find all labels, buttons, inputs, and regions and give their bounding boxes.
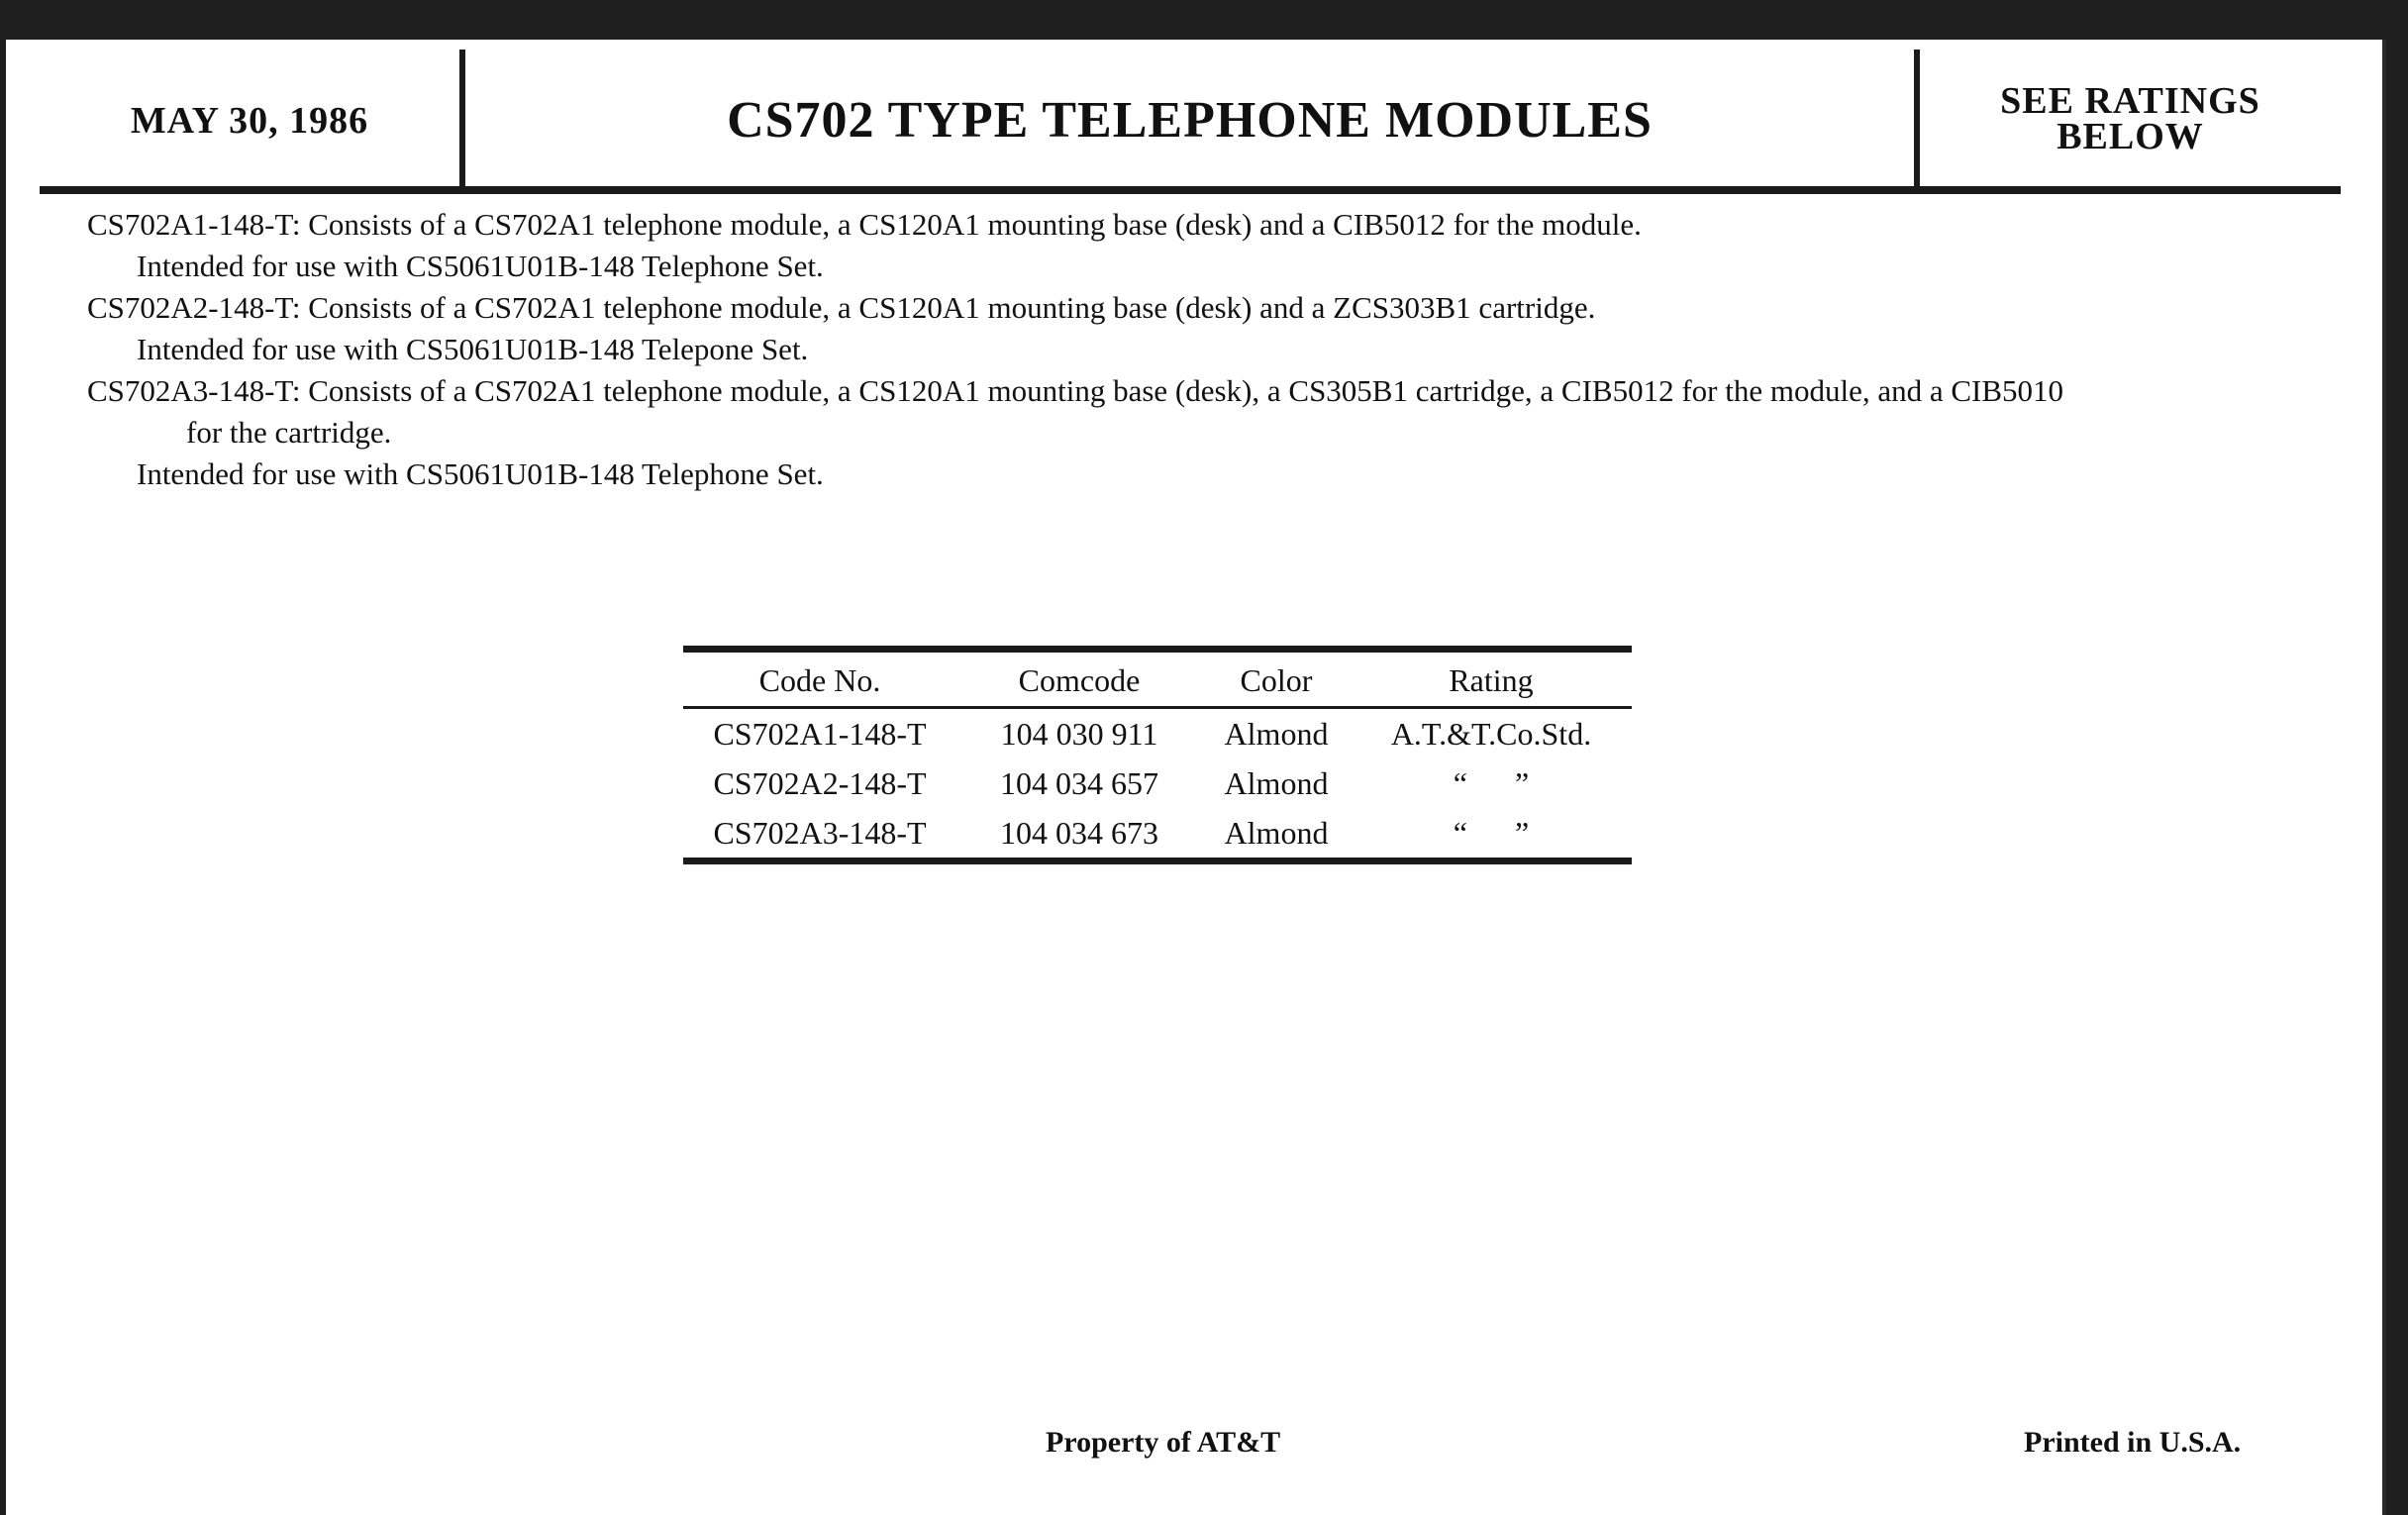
header-rule: [40, 186, 2341, 194]
cell-rating: “ ”: [1453, 764, 1530, 801]
cell-rating: “ ”: [1351, 808, 1632, 861]
description-line: CS702A1-148-T: Consists of a CS702A1 telephone module, a CS120A1 mounting base (desk) and a CIB5012 for the module.: [87, 207, 1642, 242]
cell-rating: A.T.&T.Co.Std.: [1390, 715, 1592, 752]
description-line: Intended for use with CS5061U01B-148 Telephone Set.: [137, 249, 824, 283]
table-row: [683, 708, 1632, 759]
description-line: CS702A2-148-T: Consists of a CS702A1 telephone module, a CS120A1 mounting base (desk) and a ZCS303B1 cartridge.: [87, 290, 1596, 325]
description-line: CS702A3-148-T: Consists of a CS702A1 telephone module, a CS120A1 mounting base (desk), a CS305B1 cartridge, a CIB5012 for the module, and a CIB5010: [87, 373, 2064, 408]
ratings-table: [683, 646, 1632, 864]
cell-color: Almond: [1224, 764, 1329, 801]
column-header-comcode: Comcode: [956, 650, 1202, 708]
cell-code: CS702A3-148-T: [683, 808, 956, 861]
ratings-table-wrapper: [683, 646, 1632, 864]
page-title: CS702 TYPE TELEPHONE MODULES: [727, 92, 1653, 149]
table-header-row: [683, 650, 1632, 708]
cell-comcode: 104 034 673: [956, 808, 1202, 861]
issue-date: MAY 30, 1986: [130, 100, 369, 142]
cell-color: Almond: [1224, 715, 1329, 752]
description-entry: [87, 204, 2325, 287]
description-entry: [87, 370, 2325, 495]
description-line: for the cartridge.: [186, 415, 392, 450]
table-row: [683, 808, 1632, 861]
table-row: [683, 758, 1632, 808]
column-header-rating: Rating: [1351, 650, 1632, 708]
cell-color: Almond: [1202, 808, 1351, 861]
document-page: [6, 40, 2386, 1515]
description-entry: [87, 287, 2325, 370]
ratings-note-line1: SEE RATINGS: [2000, 80, 2260, 122]
ratings-note: [1920, 80, 2341, 157]
column-header-color: Color: [1202, 650, 1351, 708]
cell-comcode: 104 034 657: [1000, 764, 1158, 801]
module-descriptions: [87, 204, 2325, 495]
cell-comcode: 104 030 911: [1000, 715, 1158, 752]
description-line: Intended for use with CS5061U01B-148 Telephone Set.: [137, 456, 824, 491]
description-line: Intended for use with CS5061U01B-148 Telepone Set.: [137, 332, 809, 366]
footer-printed: Printed in U.S.A.: [2024, 1426, 2242, 1459]
column-header-code: Code No.: [683, 650, 956, 708]
cell-code: CS702A2-148-T: [713, 764, 927, 801]
ratings-note-line2: BELOW: [2057, 116, 2204, 157]
cell-code: CS702A1-148-T: [713, 715, 927, 752]
footer-property: Property of AT&T: [1046, 1426, 1281, 1459]
